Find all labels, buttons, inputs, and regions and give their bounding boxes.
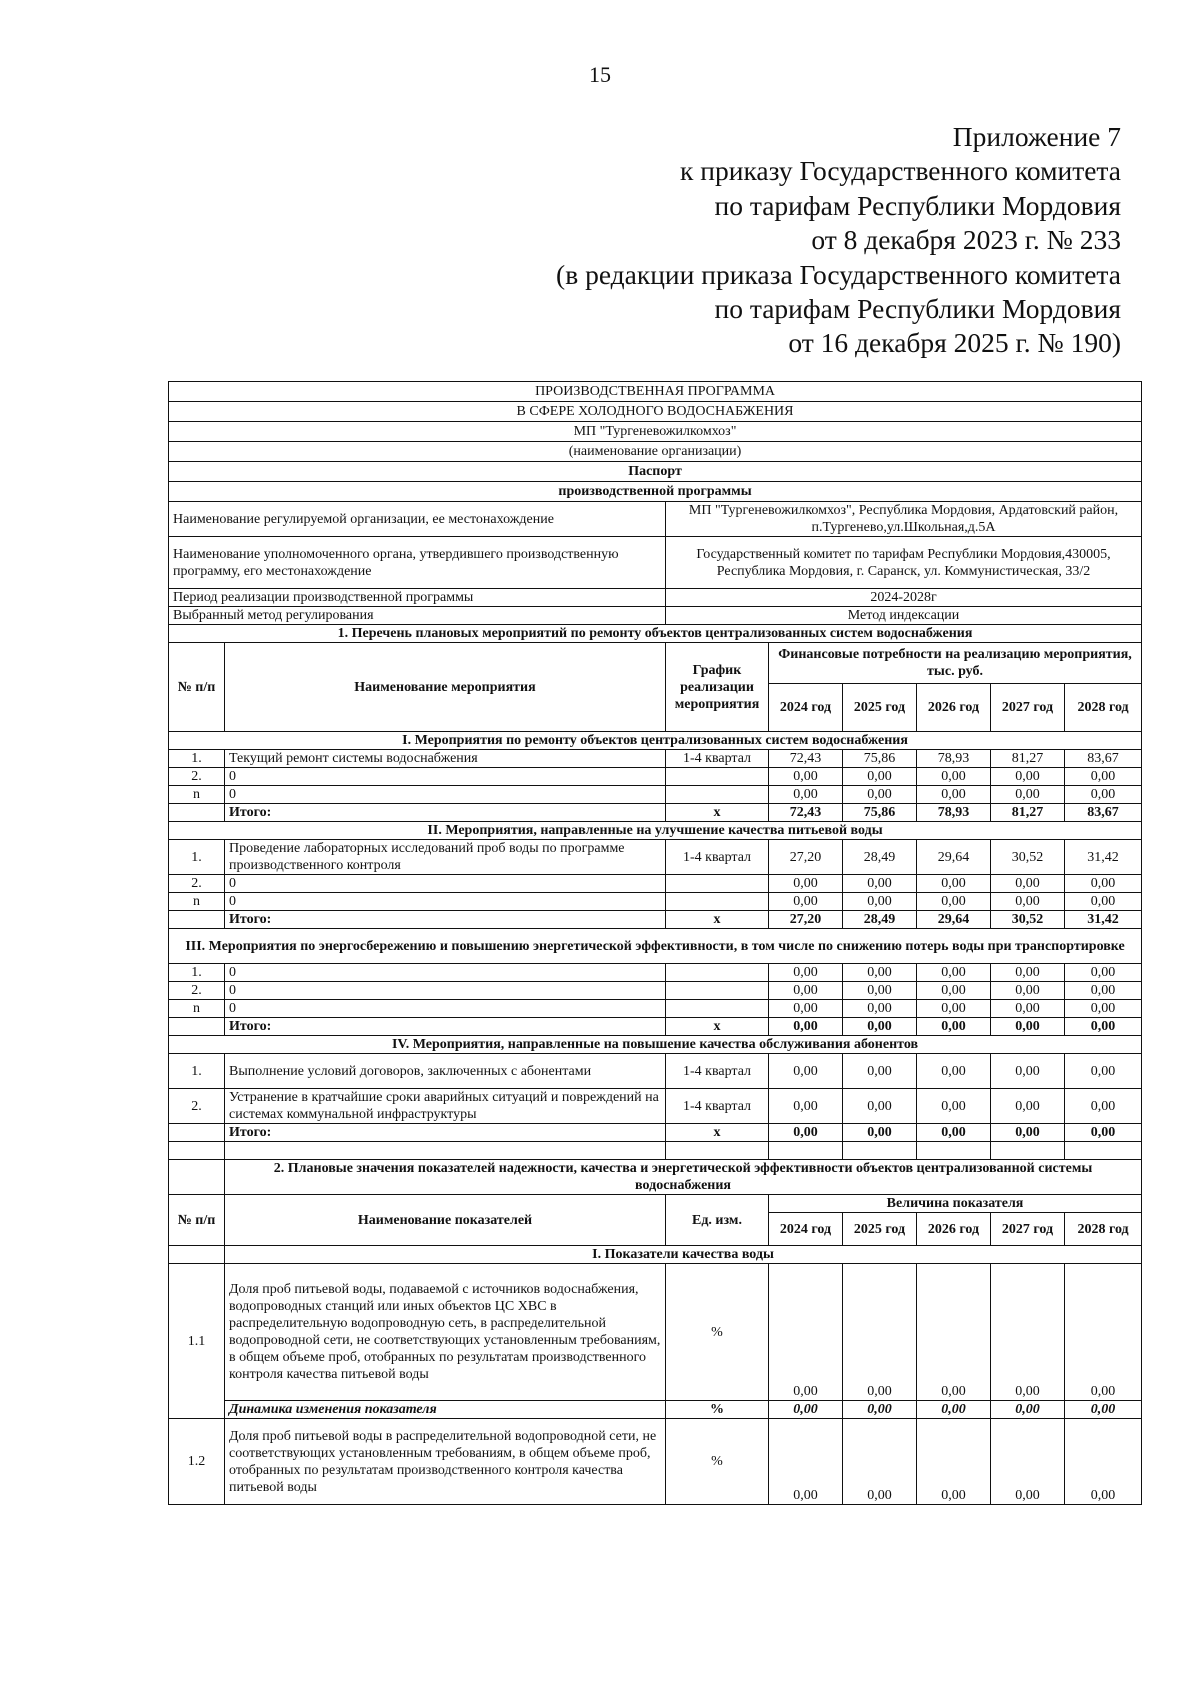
value-cell: 0,00 bbox=[991, 1264, 1065, 1401]
value-cell: 0,00 bbox=[843, 893, 917, 911]
value-cell: 0,00 bbox=[769, 786, 843, 804]
value-cell: 0,00 bbox=[917, 1054, 991, 1089]
row-number: 1. bbox=[169, 840, 225, 875]
passport-label: Наименование регулируемой организации, ее местонахождение bbox=[169, 502, 666, 537]
value-cell: 0,00 bbox=[991, 893, 1065, 911]
indicator-name: Доля проб питьевой воды в распределительной водопроводной сети, не соответствующих установленным требованиям, в общем объеме проб, отобранных по результатам производственного контроля качества питьевой воды bbox=[225, 1419, 666, 1505]
passport-label: Наименование уполномоченного органа, утвердившего производственную программу, его местонахождение bbox=[169, 537, 666, 589]
dynamic-unit: % bbox=[666, 1401, 769, 1419]
value-cell: 0,00 bbox=[769, 1264, 843, 1401]
value-cell: 0,00 bbox=[991, 786, 1065, 804]
row-name: 0 bbox=[225, 964, 666, 982]
value-cell: 0,00 bbox=[843, 964, 917, 982]
value-cell: 0,00 bbox=[769, 893, 843, 911]
value-cell: 0,00 bbox=[917, 875, 991, 893]
value-cell: 0,00 bbox=[1065, 768, 1142, 786]
value-cell: 0,00 bbox=[917, 982, 991, 1000]
indicator-unit: % bbox=[666, 1419, 769, 1505]
organization-name: МП "Тургеневожилкомхоз" bbox=[169, 422, 1142, 442]
value-cell: 0,00 bbox=[917, 768, 991, 786]
table-row bbox=[169, 964, 1142, 982]
group-title: IV. Мероприятия, направленные на повышение качества обслуживания абонентов bbox=[169, 1036, 1142, 1054]
passport-value: Метод индексации bbox=[666, 607, 1142, 625]
passport-value: МП "Тургеневожилкомхоз", Республика Мордовия, Ардатовский район, п.Тургенево,ул.Школьная,д.5А bbox=[666, 502, 1142, 537]
section2-spacer bbox=[169, 1160, 225, 1195]
total-label: Итого: bbox=[225, 1124, 666, 1142]
value-cell: 0,00 bbox=[769, 768, 843, 786]
value-cell: 0,00 bbox=[917, 893, 991, 911]
total-row bbox=[169, 911, 1142, 929]
program-subtitle: В СФЕРЕ ХОЛОДНОГО ВОДОСНАБЖЕНИЯ bbox=[169, 402, 1142, 422]
value-cell: 0,00 bbox=[991, 1000, 1065, 1018]
value-cell: 81,27 bbox=[991, 750, 1065, 768]
row-number: 1. bbox=[169, 750, 225, 768]
value-cell: 72,43 bbox=[769, 750, 843, 768]
appendix-line: по тарифам Республики Мордовия bbox=[714, 189, 1121, 221]
col-header-value: Величина показателя bbox=[769, 1195, 1142, 1213]
row-schedule bbox=[666, 982, 769, 1000]
passport-value: Государственный комитет по тарифам Республики Мордовия,430005, Республика Мордовия, г. Саранск, ул. Коммунистическая, 33/2 bbox=[666, 537, 1142, 589]
value-cell: 0,00 bbox=[991, 1419, 1065, 1505]
year-header: 2026 год bbox=[917, 1213, 991, 1246]
year-header: 2024 год bbox=[769, 1213, 843, 1246]
col-header-unit: Ед. изм. bbox=[666, 1195, 769, 1246]
row-name: Устранение в кратчайшие сроки аварийных ситуаций и повреждений на системах коммунальной инфраструктуры bbox=[225, 1089, 666, 1124]
total-value: 0,00 bbox=[843, 1018, 917, 1036]
row-name: Выполнение условий договоров, заключенных с абонентами bbox=[225, 1054, 666, 1089]
value-cell: 0,00 bbox=[843, 982, 917, 1000]
total-value: 0,00 bbox=[917, 1018, 991, 1036]
passport-row bbox=[169, 537, 1142, 589]
value-cell: 83,67 bbox=[1065, 750, 1142, 768]
row-number: 1.1 bbox=[169, 1264, 225, 1419]
organization-caption: (наименование организации) bbox=[169, 442, 1142, 462]
total-value: 27,20 bbox=[769, 911, 843, 929]
row-number: 2. bbox=[169, 982, 225, 1000]
production-program-table bbox=[168, 381, 1142, 1505]
value-cell: 0,00 bbox=[1065, 982, 1142, 1000]
dynamic-value: 0,00 bbox=[843, 1401, 917, 1419]
total-row bbox=[169, 1018, 1142, 1036]
row-name: 0 bbox=[225, 875, 666, 893]
dynamic-value: 0,00 bbox=[769, 1401, 843, 1419]
value-cell: 0,00 bbox=[1065, 893, 1142, 911]
appendix-reference bbox=[556, 120, 1121, 361]
passport-row bbox=[169, 607, 1142, 625]
year-header: 2028 год bbox=[1065, 684, 1142, 732]
year-header: 2028 год bbox=[1065, 1213, 1142, 1246]
table-row bbox=[169, 1089, 1142, 1124]
value-cell: 0,00 bbox=[1065, 1089, 1142, 1124]
value-cell: 75,86 bbox=[843, 750, 917, 768]
group-title: III. Мероприятия по энергосбережению и повышению энергетической эффективности, в том числе по снижению потерь воды при транспортировке bbox=[169, 929, 1142, 964]
dynamic-value: 0,00 bbox=[1065, 1401, 1142, 1419]
row-name: 0 bbox=[225, 786, 666, 804]
row-schedule: 1-4 квартал bbox=[666, 750, 769, 768]
total-value: 0,00 bbox=[769, 1124, 843, 1142]
table-row bbox=[169, 786, 1142, 804]
value-cell: 0,00 bbox=[843, 786, 917, 804]
value-cell: 0,00 bbox=[769, 964, 843, 982]
year-header: 2024 год bbox=[769, 684, 843, 732]
total-value: 0,00 bbox=[917, 1124, 991, 1142]
passport-title: Паспорт bbox=[169, 462, 1142, 482]
value-cell: 0,00 bbox=[917, 1264, 991, 1401]
group-title: II. Мероприятия, направленные на улучшение качества питьевой воды bbox=[169, 822, 1142, 840]
table-row bbox=[169, 750, 1142, 768]
value-cell: 30,52 bbox=[991, 840, 1065, 875]
year-header: 2027 год bbox=[991, 684, 1065, 732]
value-cell: 29,64 bbox=[917, 840, 991, 875]
program-title: ПРОИЗВОДСТВЕННАЯ ПРОГРАММА bbox=[169, 382, 1142, 402]
row-number: 1. bbox=[169, 1054, 225, 1089]
appendix-line: (в редакции приказа Государственного комитета bbox=[556, 258, 1121, 290]
appendix-line: Приложение 7 bbox=[952, 121, 1121, 152]
value-cell: 0,00 bbox=[769, 1054, 843, 1089]
total-label: Итого: bbox=[225, 804, 666, 822]
row-number: 1. bbox=[169, 964, 225, 982]
section1-title: 1. Перечень плановых мероприятий по ремонту объектов централизованных систем водоснабжения bbox=[169, 625, 1142, 643]
value-cell: 0,00 bbox=[917, 1419, 991, 1505]
row-schedule bbox=[666, 875, 769, 893]
col-header-no: № п/п bbox=[169, 1195, 225, 1246]
table-row bbox=[169, 893, 1142, 911]
value-cell: 0,00 bbox=[991, 768, 1065, 786]
value-cell: 0,00 bbox=[843, 875, 917, 893]
total-schedule: х bbox=[666, 1124, 769, 1142]
appendix-line: по тарифам Республики Мордовия bbox=[714, 293, 1121, 325]
year-header: 2026 год bbox=[917, 684, 991, 732]
value-cell: 0,00 bbox=[769, 875, 843, 893]
row-schedule: 1-4 квартал bbox=[666, 1089, 769, 1124]
group-title: I. Мероприятия по ремонту объектов централизованных систем водоснабжения bbox=[169, 732, 1142, 750]
row-schedule: 1-4 квартал bbox=[666, 840, 769, 875]
passport-subtitle: производственной программы bbox=[169, 482, 1142, 502]
col-header-no: № п/п bbox=[169, 643, 225, 732]
group-spacer bbox=[169, 1246, 225, 1264]
value-cell: 0,00 bbox=[843, 768, 917, 786]
total-value: 0,00 bbox=[991, 1124, 1065, 1142]
value-cell: 78,93 bbox=[917, 750, 991, 768]
row-schedule: 1-4 квартал bbox=[666, 1054, 769, 1089]
value-cell: 0,00 bbox=[991, 1089, 1065, 1124]
appendix-line: от 8 декабря 2023 г. № 233 bbox=[811, 224, 1121, 256]
row-name: 0 bbox=[225, 893, 666, 911]
dynamic-label: Динамика изменения показателя bbox=[225, 1401, 666, 1419]
row-schedule bbox=[666, 786, 769, 804]
value-cell: 0,00 bbox=[991, 1054, 1065, 1089]
dynamic-value: 0,00 bbox=[991, 1401, 1065, 1419]
total-value: 30,52 bbox=[991, 911, 1065, 929]
row-name: 0 bbox=[225, 1000, 666, 1018]
table-row bbox=[169, 1000, 1142, 1018]
row-name: 0 bbox=[225, 982, 666, 1000]
row-schedule bbox=[666, 768, 769, 786]
table-row bbox=[169, 1054, 1142, 1089]
value-cell: 0,00 bbox=[991, 982, 1065, 1000]
row-number: 2. bbox=[169, 875, 225, 893]
value-cell: 0,00 bbox=[843, 1089, 917, 1124]
value-cell: 0,00 bbox=[843, 1419, 917, 1505]
value-cell: 0,00 bbox=[769, 1000, 843, 1018]
value-cell: 0,00 bbox=[991, 875, 1065, 893]
value-cell: 0,00 bbox=[843, 1054, 917, 1089]
value-cell: 0,00 bbox=[1065, 1054, 1142, 1089]
total-value: 31,42 bbox=[1065, 911, 1142, 929]
total-value: 81,27 bbox=[991, 804, 1065, 822]
dynamic-value: 0,00 bbox=[917, 1401, 991, 1419]
value-cell: 28,49 bbox=[843, 840, 917, 875]
year-header: 2027 год bbox=[991, 1213, 1065, 1246]
row-number: n bbox=[169, 786, 225, 804]
table-row bbox=[169, 875, 1142, 893]
total-value: 29,64 bbox=[917, 911, 991, 929]
total-value: 0,00 bbox=[991, 1018, 1065, 1036]
passport-row bbox=[169, 502, 1142, 537]
total-value: 83,67 bbox=[1065, 804, 1142, 822]
table-row bbox=[169, 768, 1142, 786]
value-cell: 0,00 bbox=[1065, 964, 1142, 982]
value-cell: 0,00 bbox=[1065, 1419, 1142, 1505]
row-name: Текущий ремонт системы водоснабжения bbox=[225, 750, 666, 768]
value-cell: 0,00 bbox=[1065, 786, 1142, 804]
row-schedule bbox=[666, 893, 769, 911]
total-label: Итого: bbox=[225, 911, 666, 929]
row-number: 1.2 bbox=[169, 1419, 225, 1505]
col-header-finance: Финансовые потребности на реализацию мероприятия, тыс. руб. bbox=[769, 643, 1142, 684]
total-value: 0,00 bbox=[1065, 1018, 1142, 1036]
row-name: 0 bbox=[225, 768, 666, 786]
year-header: 2025 год bbox=[843, 1213, 917, 1246]
row-number: n bbox=[169, 893, 225, 911]
row-number: 2. bbox=[169, 768, 225, 786]
page-number: 15 bbox=[589, 62, 611, 87]
total-value: 0,00 bbox=[1065, 1124, 1142, 1142]
row-number: n bbox=[169, 1000, 225, 1018]
total-row bbox=[169, 804, 1142, 822]
value-cell: 31,42 bbox=[1065, 840, 1142, 875]
col-header-name: Наименование мероприятия bbox=[225, 643, 666, 732]
total-schedule: х bbox=[666, 911, 769, 929]
row-schedule bbox=[666, 1000, 769, 1018]
value-cell: 0,00 bbox=[843, 1000, 917, 1018]
total-value: 78,93 bbox=[917, 804, 991, 822]
year-header: 2025 год bbox=[843, 684, 917, 732]
passport-row bbox=[169, 589, 1142, 607]
passport-value: 2024-2028г bbox=[666, 589, 1142, 607]
total-label: Итого: bbox=[225, 1018, 666, 1036]
total-row bbox=[169, 1124, 1142, 1142]
indicator-name: Доля проб питьевой воды, подаваемой с источников водоснабжения, водопроводных станций или иных объектов ЦС ХВС в распределительную водопроводную сеть, в распределительной водопроводной сети, не соответствующих установленным требованиям, в общем объеме проб, отобранных по результатам производственного контроля качества питьевой воды bbox=[225, 1264, 666, 1401]
indicator-unit: % bbox=[666, 1264, 769, 1401]
table-row bbox=[169, 982, 1142, 1000]
total-value: 75,86 bbox=[843, 804, 917, 822]
appendix-line: к приказу Государственного комитета bbox=[680, 155, 1121, 187]
total-value: 72,43 bbox=[769, 804, 843, 822]
spacer-row bbox=[169, 1142, 1142, 1160]
value-cell: 0,00 bbox=[991, 964, 1065, 982]
value-cell: 0,00 bbox=[843, 1264, 917, 1401]
passport-label: Период реализации производственной программы bbox=[169, 589, 666, 607]
value-cell: 0,00 bbox=[769, 1089, 843, 1124]
indicator-row bbox=[169, 1419, 1142, 1505]
col-header-name: Наименование показателей bbox=[225, 1195, 666, 1246]
row-name: Проведение лабораторных исследований проб воды по программе производственного контроля bbox=[225, 840, 666, 875]
section2-title: 2. Плановые значения показателей надежности, качества и энергетической эффективности объектов централизованной системы водоснабжения bbox=[225, 1160, 1142, 1195]
table-row bbox=[169, 840, 1142, 875]
value-cell: 0,00 bbox=[917, 964, 991, 982]
row-schedule bbox=[666, 964, 769, 982]
value-cell: 27,20 bbox=[769, 840, 843, 875]
value-cell: 0,00 bbox=[1065, 1000, 1142, 1018]
passport-label: Выбранный метод регулирования bbox=[169, 607, 666, 625]
total-schedule: х bbox=[666, 804, 769, 822]
value-cell: 0,00 bbox=[1065, 875, 1142, 893]
group-title: I. Показатели качества воды bbox=[225, 1246, 1142, 1264]
value-cell: 0,00 bbox=[769, 982, 843, 1000]
col-header-schedule: График реализации мероприятия bbox=[666, 643, 769, 732]
value-cell: 0,00 bbox=[917, 1000, 991, 1018]
row-number: 2. bbox=[169, 1089, 225, 1124]
value-cell: 0,00 bbox=[1065, 1264, 1142, 1401]
dynamic-row bbox=[169, 1401, 1142, 1419]
value-cell: 0,00 bbox=[917, 1089, 991, 1124]
appendix-line: от 16 декабря 2025 г. № 190) bbox=[788, 327, 1121, 359]
total-value: 0,00 bbox=[843, 1124, 917, 1142]
value-cell: 0,00 bbox=[769, 1419, 843, 1505]
total-value: 28,49 bbox=[843, 911, 917, 929]
total-value: 0,00 bbox=[769, 1018, 843, 1036]
total-schedule: х bbox=[666, 1018, 769, 1036]
indicator-row bbox=[169, 1264, 1142, 1401]
value-cell: 0,00 bbox=[917, 786, 991, 804]
